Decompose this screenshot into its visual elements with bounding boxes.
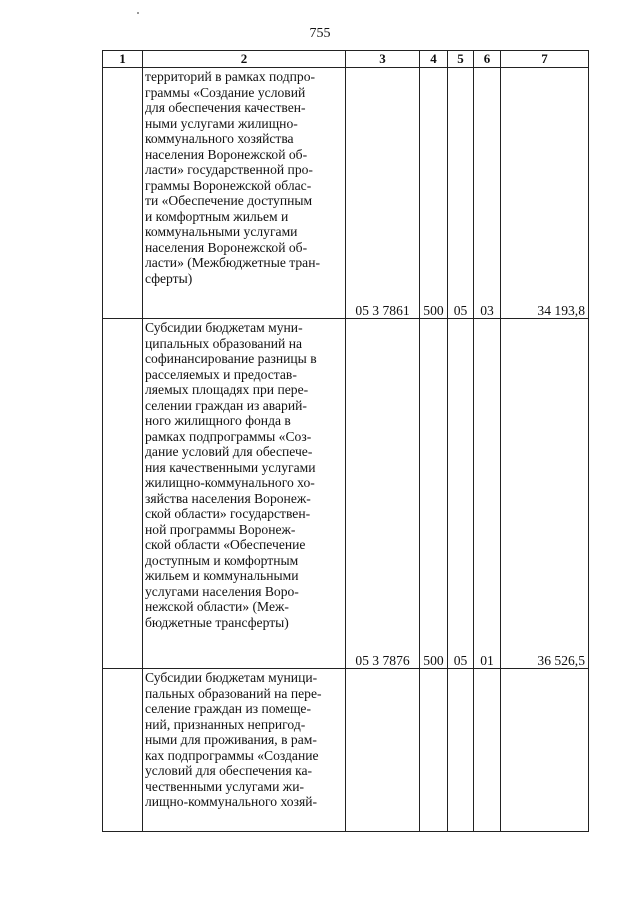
header-col-5: 5 [448,51,474,68]
expense-type-cell: 500 [420,319,448,669]
description-line: услугами населения Воро- [145,583,299,599]
page-number: 755 [309,26,331,41]
description-line: расселяемых и предостав- [145,366,297,382]
description-line: коммунального хозяйства [145,131,294,146]
section-cell: 05 [448,319,474,669]
description-line: территорий в рамках подпро- [145,69,316,84]
description-line: доступным и комфортным [145,552,299,568]
table-row [103,319,589,669]
description-line: ти «Обеспечение доступным [145,193,313,208]
subsection-cell: 03 [474,68,501,319]
description-line: и комфортным жильем и [145,208,289,224]
description-line: бюджетные трансферты) [145,614,289,630]
description-cell [143,669,346,832]
description-line: Субсидии бюджетам муници- [145,670,318,685]
description-line: граммы «Создание условий [145,84,306,100]
section-cell: 05 [448,68,474,319]
expense-type-cell [420,669,448,832]
header-col-4: 4 [420,51,448,68]
budget-table [102,50,589,832]
header-col-2: 2 [143,51,346,68]
description-line: пальных образований на пере- [145,685,322,701]
description-line: лищно-коммунального хозяй- [145,794,317,809]
description-line: ласти» государственной про- [145,162,313,177]
description-line: дание условий для обеспече- [145,444,313,459]
amount-cell: 36 526,5 [501,319,589,669]
row-index-cell [103,669,143,832]
description-cell [143,68,346,319]
description-line: граммы Воронежской облас- [145,177,312,193]
description-line: ципальных образований на [145,335,302,351]
description-line: условий для обеспечения ка- [145,763,313,778]
description-line: селении граждан из аварий- [145,397,307,413]
table-row [103,669,589,832]
description-line: ния качественными услугами [145,459,316,475]
description-line: ными услугами жилищно- [145,115,298,131]
description-line: софинансирование разницы в [145,351,317,366]
description-line: нежской области» (Меж- [145,599,289,614]
subsection-cell: 01 [474,319,501,669]
description-line: ной программы Воронеж- [145,521,296,537]
description-line: населения Воронежской об- [145,239,308,255]
description-line: коммунальными услугами [145,224,298,239]
description-line: ными для проживания, в рам- [145,732,317,747]
header-col-1: 1 [103,51,143,68]
description-line: ласти» (Межбюджетные тран- [145,255,321,270]
header-col-6: 6 [474,51,501,68]
description-line: ской области» государствен- [145,506,311,521]
description-line: жильем и коммунальными [145,568,299,583]
description-line: ляемых площадях при пере- [145,382,309,397]
description-line: сферты) [145,270,193,286]
description-line: рамках подпрограммы «Соз- [145,428,312,444]
amount-cell [501,669,589,832]
scan-mark [137,12,139,14]
description-line: ного жилищного фонда в [145,413,291,428]
header-row [103,51,589,68]
target-article-cell [346,669,420,832]
description-line: ках подпрограммы «Создание [145,747,319,763]
description-line: зяйства населения Воронеж- [145,490,311,506]
expense-type-cell: 500 [420,68,448,319]
description-line: жилищно-коммунального хо- [145,475,315,490]
description-line: чественными услугами жи- [145,778,305,794]
row-index-cell [103,68,143,319]
target-article-cell: 05 3 7861 [346,68,420,319]
description-line: селение граждан из помеще- [145,701,311,716]
description-line: населения Воронежской об- [145,146,308,162]
row-index-cell [103,319,143,669]
section-cell [448,669,474,832]
target-article-cell: 05 3 7876 [346,319,420,669]
header-col-3: 3 [346,51,420,68]
description-line: Субсидии бюджетам муни- [145,320,303,335]
table-row [103,68,589,319]
amount-cell: 34 193,8 [501,68,589,319]
description-line: ний, признанных непригод- [145,716,306,732]
subsection-cell [474,669,501,832]
description-line: для обеспечения качествен- [145,100,306,115]
header-col-7: 7 [501,51,589,68]
description-cell [143,319,346,669]
description-line: ской области «Обеспечение [145,537,306,552]
